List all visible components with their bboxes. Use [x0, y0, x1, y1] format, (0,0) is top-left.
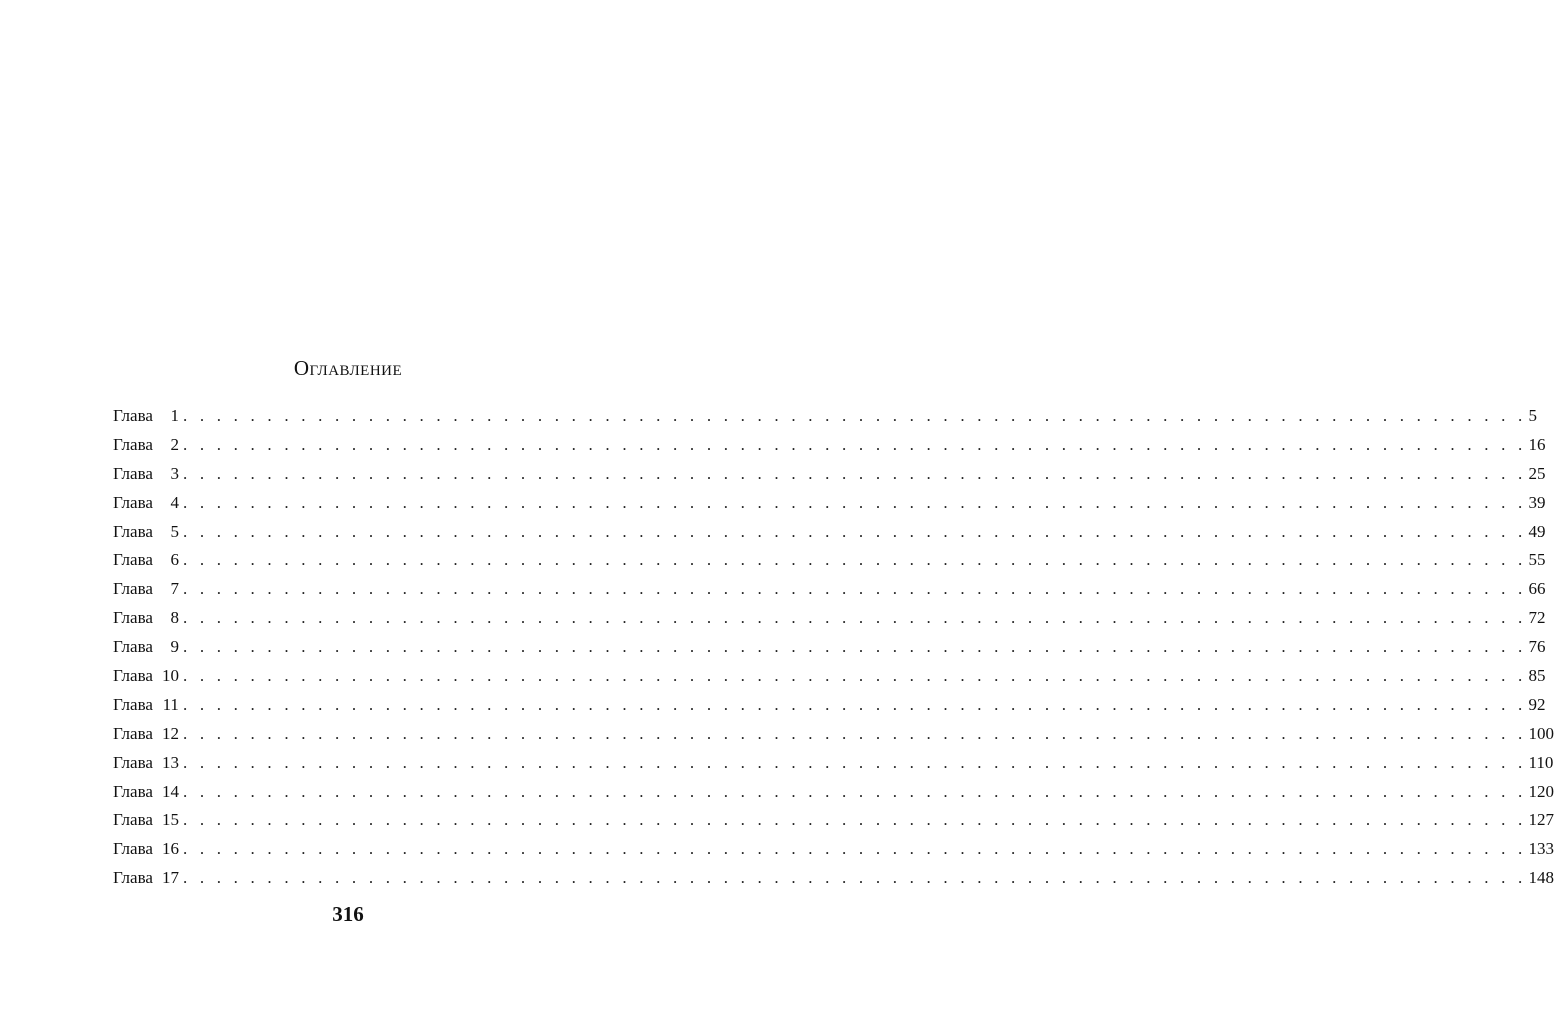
toc-entry-chapter-number: 9	[170, 637, 179, 657]
toc-entry-chapter-number: 12	[161, 723, 179, 743]
toc-entry[interactable]	[113, 806, 1554, 835]
toc-entry-label	[113, 575, 179, 604]
toc-dot-leader: . . . . . . . . . . . . . . . . . . . . . . . . . . . . . . . . . . . . . . . . . . . . . . . . . . . . . . . . . . . . . . . . . . . . . . . . . . . . . . . .	[182, 434, 1527, 454]
toc-entry-word: Глава	[113, 550, 153, 570]
toc-entry-page-number: 55	[1528, 550, 1546, 570]
toc-entry-chapter-number: 6	[170, 550, 179, 570]
toc-entry-page-number: 72	[1528, 608, 1546, 628]
toc-entry[interactable]	[113, 518, 1546, 547]
toc-entry-chapter-number: 8	[170, 608, 179, 628]
toc-entry-chapter-number: 2	[170, 434, 179, 454]
toc-entry[interactable]	[113, 604, 1546, 633]
toc-entry-chapter-number: 14	[161, 781, 179, 801]
toc-entry-label	[113, 604, 179, 633]
toc-entry[interactable]	[113, 691, 1546, 720]
toc-entry-word: Глава	[113, 492, 153, 512]
toc-entry-page-number: 5	[1528, 406, 1537, 425]
toc-entry-chapter-number: 15	[161, 810, 179, 830]
toc-entry[interactable]	[113, 431, 1546, 460]
toc-entry-chapter-number: 13	[161, 752, 179, 772]
toc-entry-page-number: 39	[1528, 492, 1546, 512]
toc-entry-label	[113, 835, 179, 864]
toc-entry-label	[113, 431, 179, 460]
toc-entry[interactable]	[113, 749, 1554, 778]
toc-entry-chapter-number: 17	[161, 868, 179, 888]
toc-dot-leader: . . . . . . . . . . . . . . . . . . . . . . . . . . . . . . . . . . . . . . . . . . . . . . . . . . . . . . . . . . . . . . . . . . . . . . . . . . . . . . . .	[182, 752, 1527, 772]
toc-entry-word: Глава	[113, 810, 153, 830]
toc-dot-leader: . . . . . . . . . . . . . . . . . . . . . . . . . . . . . . . . . . . . . . . . . . . . . . . . . . . . . . . . . . . . . . . . . . . . . . . . . . . . . . . .	[182, 492, 1527, 512]
toc-entry-label	[113, 402, 179, 431]
toc-title: Оглавление	[293, 356, 403, 380]
toc-dot-leader: . . . . . . . . . . . . . . . . . . . . . . . . . . . . . . . . . . . . . . . . . . . . . . . . . . . . . . . . . . . . . . . . . . . . . . . . . . . . . . . .	[182, 521, 1527, 541]
toc-entry-chapter-number: 7	[170, 579, 179, 599]
toc-entry-word: Глава	[113, 521, 153, 541]
toc-entry-page-number: 100	[1528, 723, 1554, 743]
toc-entry[interactable]	[113, 489, 1546, 518]
toc-entry-word: Глава	[113, 637, 153, 657]
toc-entry-word: Глава	[113, 839, 153, 859]
toc-entry-word: Глава	[113, 694, 153, 714]
toc-dot-leader: . . . . . . . . . . . . . . . . . . . . . . . . . . . . . . . . . . . . . . . . . . . . . . . . . . . . . . . . . . . . . . . . . . . . . . . . . . . . . . . .	[182, 550, 1527, 570]
toc-entry[interactable]	[113, 402, 1537, 431]
toc-dot-leader: . . . . . . . . . . . . . . . . . . . . . . . . . . . . . . . . . . . . . . . . . . . . . . . . . . . . . . . . . . . . . . . . . . . . . . . . . . . . . . . .	[182, 810, 1527, 830]
toc-entry-chapter-number: 1	[170, 406, 179, 425]
toc-entry-page-number: 25	[1528, 463, 1546, 483]
toc-entry-page-number: 92	[1528, 694, 1546, 714]
toc-entry-word: Глава	[113, 868, 153, 888]
toc-entry-chapter-number: 10	[161, 666, 179, 686]
toc-dot-leader: . . . . . . . . . . . . . . . . . . . . . . . . . . . . . . . . . . . . . . . . . . . . . . . . . . . . . . . . . . . . . . . . . . . . . . . . . . . . . . . .	[182, 406, 1527, 425]
toc-entry-page-number: 66	[1528, 579, 1546, 599]
toc-dot-leader: . . . . . . . . . . . . . . . . . . . . . . . . . . . . . . . . . . . . . . . . . . . . . . . . . . . . . . . . . . . . . . . . . . . . . . . . . . . . . . . .	[182, 868, 1527, 888]
toc-entry-word: Глава	[113, 781, 153, 801]
toc-entry-page-number: 148	[1528, 868, 1554, 888]
toc-entry-label	[113, 546, 179, 575]
toc-entry-page-number: 85	[1528, 666, 1546, 686]
toc-entry-page-number: 76	[1528, 637, 1546, 657]
toc-entry[interactable]	[113, 546, 1546, 575]
toc-entry-label	[113, 806, 179, 835]
toc-entry-page-number: 133	[1528, 839, 1554, 859]
toc-entry[interactable]	[113, 460, 1546, 489]
toc-entry-label	[113, 720, 179, 749]
toc-entry-label	[113, 778, 179, 807]
toc-entry-chapter-number: 11	[162, 694, 179, 714]
toc-entry-chapter-number: 3	[170, 463, 179, 483]
toc-entry-word: Глава	[113, 608, 153, 628]
toc-entry[interactable]	[113, 633, 1546, 662]
toc-entry-chapter-number: 16	[161, 839, 179, 859]
toc-entry-label	[113, 864, 179, 893]
toc-entry-chapter-number: 5	[170, 521, 179, 541]
toc-entry-label	[113, 691, 179, 720]
toc-entry-label	[113, 460, 179, 489]
toc-entry-word: Глава	[113, 579, 153, 599]
toc-entry[interactable]	[113, 778, 1554, 807]
toc-entry-page-number: 49	[1528, 521, 1546, 541]
toc-entry[interactable]	[113, 662, 1546, 691]
toc-dot-leader: . . . . . . . . . . . . . . . . . . . . . . . . . . . . . . . . . . . . . . . . . . . . . . . . . . . . . . . . . . . . . . . . . . . . . . . . . . . . . . . .	[182, 637, 1527, 657]
toc-dot-leader: . . . . . . . . . . . . . . . . . . . . . . . . . . . . . . . . . . . . . . . . . . . . . . . . . . . . . . . . . . . . . . . . . . . . . . . . . . . . . . . .	[182, 608, 1527, 628]
toc-entry-page-number: 16	[1528, 434, 1546, 454]
toc-entry-label	[113, 518, 179, 547]
toc-entry-page-number: 127	[1528, 810, 1554, 830]
toc-entry-label	[113, 749, 179, 778]
toc-entry-word: Глава	[113, 723, 153, 743]
toc-entry-word: Глава	[113, 406, 153, 425]
toc-entry-page-number: 110	[1528, 752, 1554, 772]
toc-entry-word: Глава	[113, 434, 153, 454]
toc-entry-word: Глава	[113, 666, 153, 686]
toc-entry-page-number: 120	[1528, 781, 1554, 801]
toc-dot-leader: . . . . . . . . . . . . . . . . . . . . . . . . . . . . . . . . . . . . . . . . . . . . . . . . . . . . . . . . . . . . . . . . . . . . . . . . . . . . . . . .	[182, 781, 1527, 801]
toc-entry-label	[113, 633, 179, 662]
toc-entry[interactable]	[113, 864, 1554, 893]
toc-dot-leader: . . . . . . . . . . . . . . . . . . . . . . . . . . . . . . . . . . . . . . . . . . . . . . . . . . . . . . . . . . . . . . . . . . . . . . . . . . . . . . . .	[182, 666, 1527, 686]
toc-list	[113, 402, 1554, 893]
toc-entry-word: Глава	[113, 463, 153, 483]
toc-entry[interactable]	[113, 720, 1554, 749]
toc-entry[interactable]	[113, 835, 1554, 864]
toc-dot-leader: . . . . . . . . . . . . . . . . . . . . . . . . . . . . . . . . . . . . . . . . . . . . . . . . . . . . . . . . . . . . . . . . . . . . . . . . . . . . . . . .	[182, 723, 1527, 743]
toc-entry-word: Глава	[113, 752, 153, 772]
toc-dot-leader: . . . . . . . . . . . . . . . . . . . . . . . . . . . . . . . . . . . . . . . . . . . . . . . . . . . . . . . . . . . . . . . . . . . . . . . . . . . . . . . .	[182, 694, 1527, 714]
toc-dot-leader: . . . . . . . . . . . . . . . . . . . . . . . . . . . . . . . . . . . . . . . . . . . . . . . . . . . . . . . . . . . . . . . . . . . . . . . . . . . . . . . .	[182, 463, 1527, 483]
toc-entry-chapter-number: 4	[170, 492, 179, 512]
toc-entry-label	[113, 662, 179, 691]
toc-entry[interactable]	[113, 575, 1546, 604]
toc-dot-leader: . . . . . . . . . . . . . . . . . . . . . . . . . . . . . . . . . . . . . . . . . . . . . . . . . . . . . . . . . . . . . . . . . . . . . . . . . . . . . . . .	[182, 579, 1527, 599]
toc-entry-label	[113, 489, 179, 518]
page-number: 316	[332, 902, 364, 926]
toc-dot-leader: . . . . . . . . . . . . . . . . . . . . . . . . . . . . . . . . . . . . . . . . . . . . . . . . . . . . . . . . . . . . . . . . . . . . . . . . . . . . . . . .	[182, 839, 1527, 859]
